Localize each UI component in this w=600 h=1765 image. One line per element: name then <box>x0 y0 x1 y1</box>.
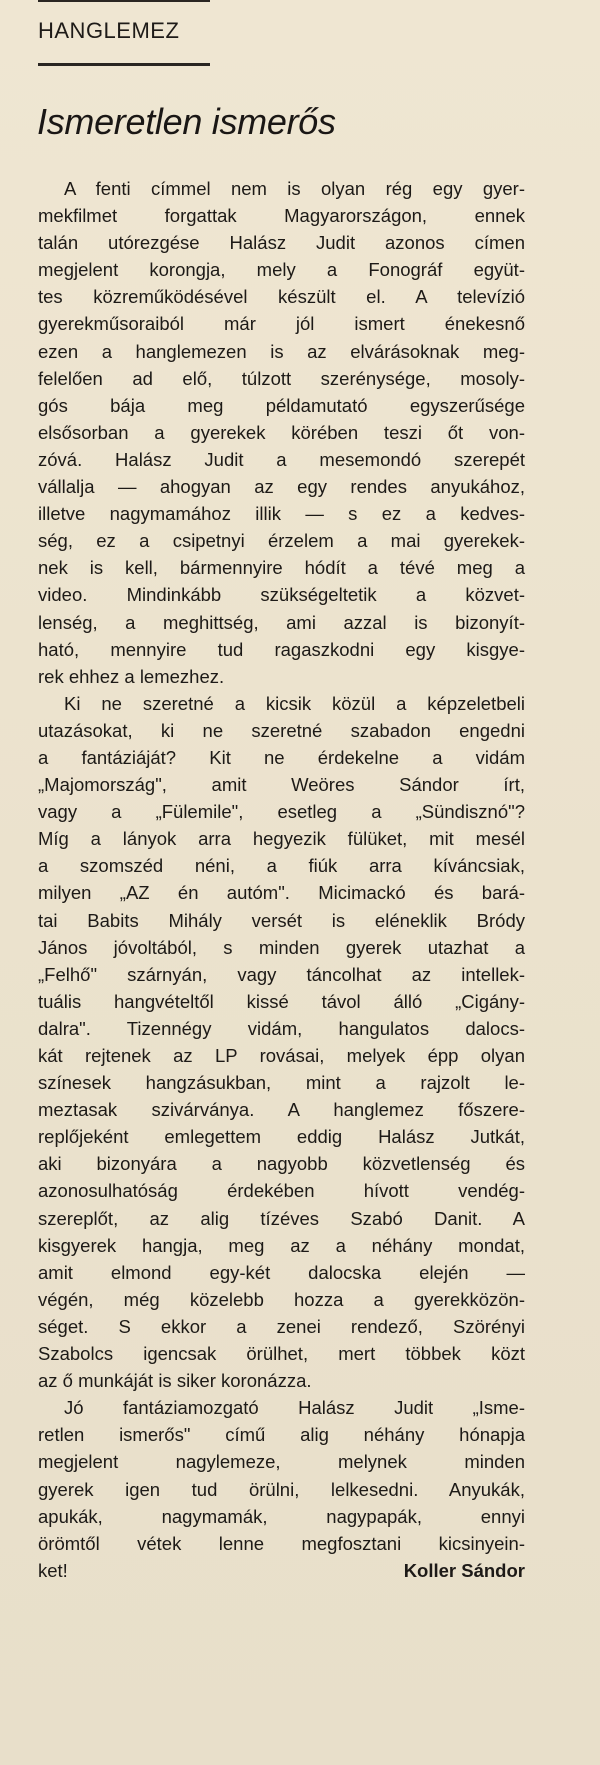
text-line: vállalja — ahogyan az egy rendes anyukához, <box>38 476 525 498</box>
text-line: rek ehhez a lemezhez. <box>38 665 225 687</box>
text-line: kát rejtenek az LP rovásai, melyek épp olyan <box>38 1045 525 1066</box>
text-line: lenség, a meghittség, ami azzal is bizonyít- <box>38 611 525 633</box>
text-line: gyerek igen tud örülni, lelkesedni. Anyukák, <box>38 1478 525 1500</box>
text-line: séget. S ekkor a zenei rendező, Szörényi <box>38 1315 525 1337</box>
text-line: megjelent nagylemeze, melynek minden <box>38 1451 525 1473</box>
text-line: Szabolcs igencsak örülhet, mert többek közt <box>38 1343 525 1365</box>
text-line: az ő munkáját is siker koronázza. <box>38 1370 312 1392</box>
text-line: meztasak szivárványa. A hanglemez főszere- <box>38 1099 525 1121</box>
text-line: gyerekműsoraiból már jól ismert énekesnő <box>38 313 525 335</box>
text-line: replőjeként emlegettem eddig Halász Jutkát, <box>38 1126 525 1148</box>
text-line: tai Babits Mihály versét is eléneklik Bródy <box>38 909 525 931</box>
text-line: felelően ad elő, túlzott szerénysége, mosoly- <box>38 367 525 389</box>
top-rule <box>38 0 210 2</box>
section-label: HANGLEMEZ <box>38 18 180 43</box>
text-line: a szomszéd néni, a fiúk arra kíváncsiak, <box>38 855 525 877</box>
author-signature: Koller Sándor <box>403 1559 525 1581</box>
paragraph-3 <box>38 1394 525 1584</box>
paragraph-2 <box>38 690 525 1394</box>
text-line: ható, mennyire tud ragaszkodni egy kisgye- <box>38 638 525 660</box>
text-line: vagy a „Fülemile", esetleg a „Sündisznó"? <box>38 801 525 823</box>
text-line: Jó fantáziamozgató Halász Judit „Isme- <box>64 1397 525 1419</box>
text-line: A fenti címmel nem is olyan rég egy gyer- <box>64 178 525 199</box>
article-body <box>38 175 525 1584</box>
text-line: milyen „AZ én autóm". Micimackó és bará- <box>38 882 525 904</box>
text-line: tes közreműködésével készült el. A televízió <box>38 286 525 308</box>
text-line: Ki ne szeretné a kicsik közül a képzeletbeli <box>64 692 525 714</box>
text-line: szereplőt, az alig tízéves Szabó Danit. A <box>38 1207 525 1229</box>
text-line: retlen ismerős" című alig néhány hónapja <box>38 1424 525 1446</box>
section-rule <box>38 63 210 66</box>
text-line: színesek hangzásukban, mint a rajzolt le- <box>38 1072 525 1094</box>
text-line: elsősorban a gyerekek körében teszi őt von- <box>38 421 525 443</box>
closing-row <box>38 1557 525 1584</box>
paragraph-1 <box>38 175 525 690</box>
text-line: video. Mindinkább szükségeltetik a közvet- <box>38 584 525 606</box>
text-line: örömtől vétek lenne megfosztani kicsinyein- <box>38 1532 525 1554</box>
text-line: ség, ez a csipetnyi érzelem a mai gyerekek- <box>38 530 525 552</box>
text-line: apukák, nagymamák, nagypapák, ennyi <box>38 1505 525 1527</box>
text-line: „Felhő" szárnyán, vagy táncolhat az intellek- <box>38 963 525 985</box>
text-line: aki bizonyára a nagyobb közvetlenség és <box>38 1153 525 1175</box>
text-line: mekfilmet forgattak Magyarországon, ennek <box>38 205 525 227</box>
text-line: nek is kell, bármennyire hódít a tévé meg a <box>38 557 525 579</box>
text-line: amit elmond egy-két dalocska elején — <box>38 1261 525 1283</box>
text-line: megjelent korongja, mely a Fonográf együt- <box>38 259 525 281</box>
text-line: ezen a hanglemezen is az elvárásoknak meg- <box>38 340 525 362</box>
text-line: illetve nagymamához illik — s ez a kedves- <box>38 503 525 525</box>
text-line: tuális hangvételtől kissé távol álló „Cigány- <box>38 990 525 1012</box>
text-line: dalra". Tizennégy vidám, hangulatos dalocs- <box>38 1017 525 1039</box>
text-line: „Majomország", amit Weöres Sándor írt, <box>38 774 525 796</box>
text-line: talán utórezgése Halász Judit azonos címen <box>38 232 525 254</box>
text-line: János jóvoltából, s minden gyerek utazhat a <box>38 936 525 958</box>
text-line: azonosulhatóság érdekében hívott vendég- <box>38 1180 525 1202</box>
text-line: Míg a lányok arra hegyezik fülüket, mit mesél <box>38 828 525 850</box>
text-line: zóvá. Halász Judit a mesemondó szerepét <box>38 448 525 470</box>
text-line: végén, még közelebb hozza a gyerekközön- <box>38 1288 525 1310</box>
article-title: Ismeretlen ismerős <box>37 101 336 142</box>
text-line: utazásokat, ki ne szeretné szabadon engedni <box>38 719 525 741</box>
text-line: ket! <box>38 1559 68 1581</box>
text-line: a fantáziáját? Kit ne érdekelne a vidám <box>38 746 525 768</box>
text-line: kisgyerek hangja, meg az a néhány mondat, <box>38 1234 525 1256</box>
text-line: gós bája meg példamutató egyszerűsége <box>38 394 525 416</box>
